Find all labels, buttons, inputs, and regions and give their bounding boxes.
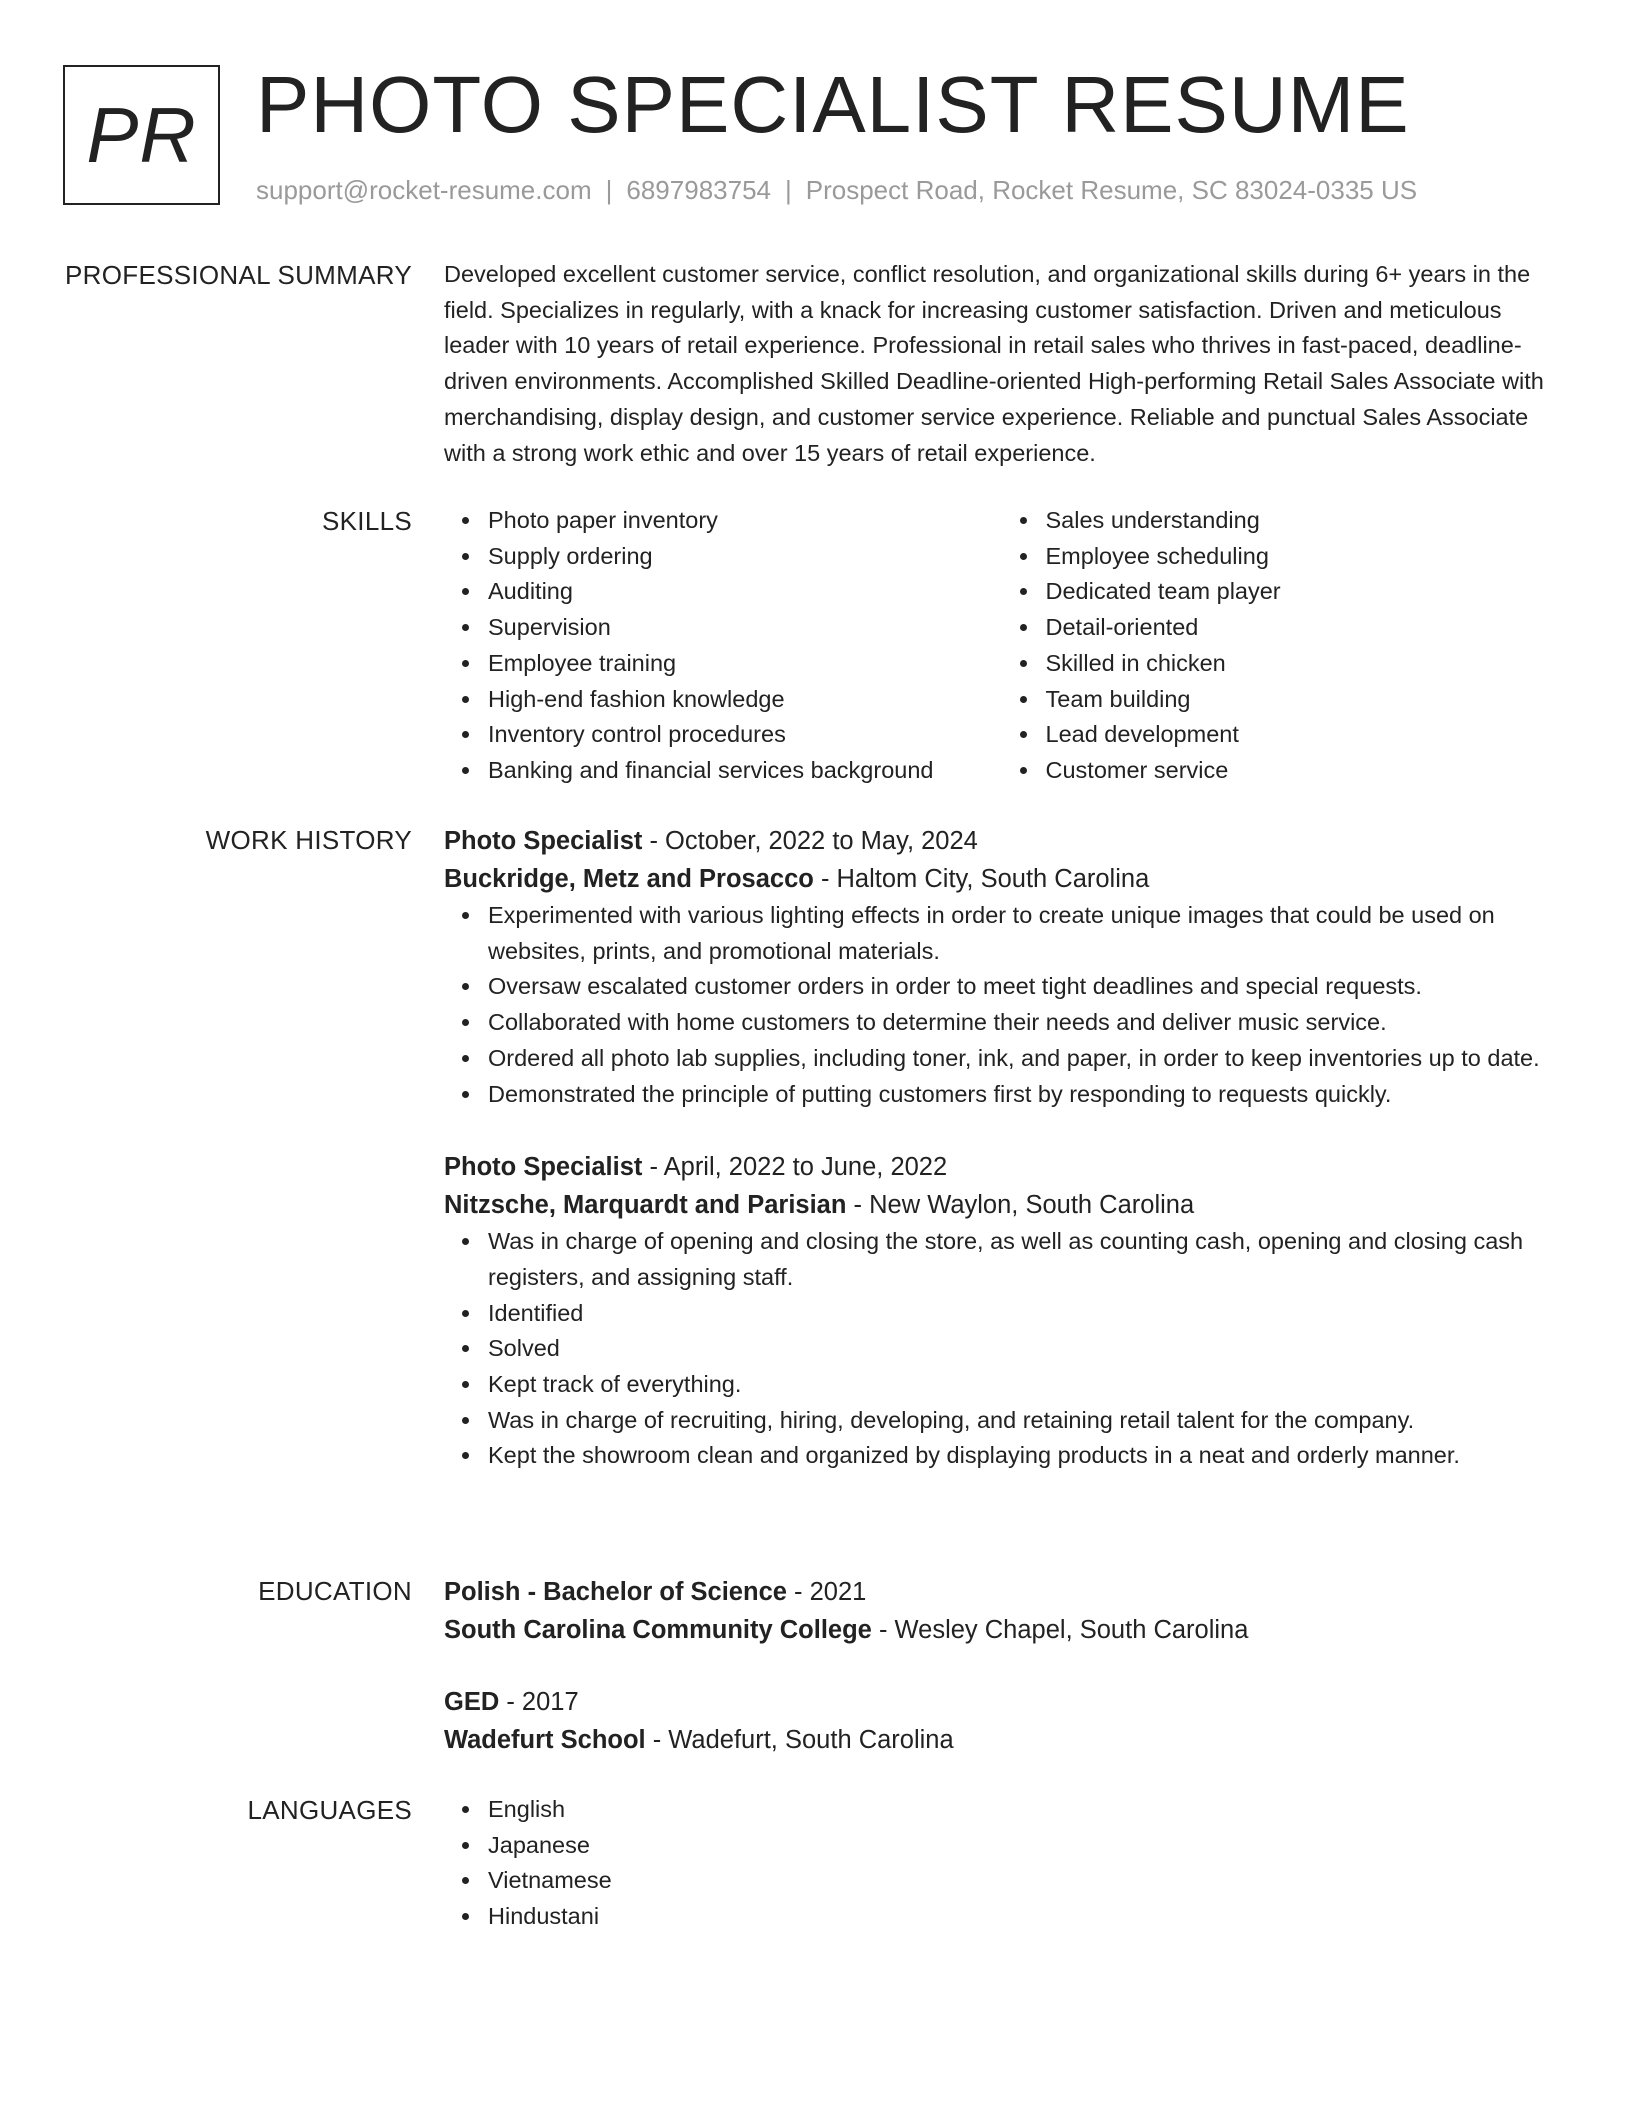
contact-separator: | (785, 175, 792, 205)
contact-line (256, 175, 1417, 206)
job-company-line (444, 860, 1559, 898)
skill-item: Auditing (488, 574, 1002, 610)
job-bullet: Collaborated with home customers to determine their needs and deliver music service. (488, 1005, 1559, 1041)
education-location: - Wesley Chapel, South Carolina (871, 1616, 1249, 1644)
skills-heading: SKILLS (322, 506, 412, 536)
job-dates: - April, 2022 to June, 2022 (642, 1153, 948, 1182)
job-bullets (444, 1224, 1559, 1474)
education-year: - 2021 (786, 1578, 867, 1606)
work-history-heading: WORK HISTORY (205, 825, 412, 855)
job-entry (444, 822, 1559, 1112)
job-location: - New Waylon, South Carolina (846, 1191, 1195, 1220)
education-year: - 2017 (499, 1688, 579, 1716)
job-bullet: Ordered all photo lab supplies, including toner, ink, and paper, in order to keep inventories up to date. (488, 1041, 1559, 1077)
job-title: Photo Specialist (444, 1153, 643, 1182)
resume-title: PHOTO SPECIALIST RESUME (256, 60, 1410, 149)
languages-heading: LANGUAGES (247, 1795, 412, 1825)
languages-list (444, 1792, 1559, 1935)
skill-item: High-end fashion knowledge (488, 682, 1002, 718)
education-degree: GED (444, 1688, 500, 1716)
education-degree: Polish - Bachelor of Science (444, 1578, 787, 1606)
summary-heading: PROFESSIONAL SUMMARY (65, 260, 412, 290)
resume-header (63, 60, 1572, 225)
job-bullet: Oversaw escalated customer orders in order to meet tight deadlines and special requests. (488, 969, 1559, 1005)
language-item: English (488, 1792, 1559, 1828)
job-bullet: Solved (488, 1331, 1559, 1367)
job-company: Buckridge, Metz and Prosacco (444, 865, 814, 893)
education-heading: EDUCATION (258, 1576, 412, 1606)
job-bullet: Kept the showroom clean and organized by displaying products in a neat and orderly manner. (488, 1438, 1559, 1474)
skill-item: Lead development (1046, 717, 1560, 753)
job-bullet: Identified (488, 1296, 1559, 1332)
education-degree-line (444, 1573, 1559, 1611)
summary-text: Developed excellent customer service, conflict resolution, and organizational skills during 6+ years in the field. Specializes in regularly, with a knack for increasing customer satisfaction. Driven and meticulous leader with 10 years of retail experience. Professional in retail sales who thrives in fast-paced, deadline-driven environments. Accomplished Skilled Deadline-oriented High-performing Retail Sales Associate with merchandising, display design, and customer service experience. Reliable and punctual Sales Associate with a strong work ethic and over 15 years of retail experience. (444, 261, 1544, 466)
skills-grid (444, 503, 1559, 789)
job-bullet: Kept track of everything. (488, 1367, 1559, 1403)
skill-item: Customer service (1046, 753, 1560, 789)
language-item: Hindustani (488, 1899, 1559, 1935)
skill-item: Employee training (488, 646, 1002, 682)
education-school: Wadefurt School (444, 1726, 646, 1754)
job-location: - Haltom City, South Carolina (813, 865, 1150, 893)
job-dates: - October, 2022 to May, 2024 (642, 827, 978, 855)
skill-item: Detail-oriented (1046, 610, 1560, 646)
contact-email: support@rocket-resume.com (256, 175, 592, 205)
job-title: Photo Specialist (444, 827, 643, 855)
education-degree-line (444, 1683, 1559, 1721)
language-item: Japanese (488, 1828, 1559, 1864)
skills-list-right (1002, 503, 1560, 789)
skill-item: Skilled in chicken (1046, 646, 1560, 682)
skill-item: Dedicated team player (1046, 574, 1560, 610)
job-company: Nitzsche, Marquardt and Parisian (444, 1191, 847, 1220)
job-title-line (444, 822, 1559, 860)
skill-item: Employee scheduling (1046, 539, 1560, 575)
job-bullets (444, 898, 1559, 1112)
skill-item: Team building (1046, 682, 1560, 718)
job-company-line (444, 1186, 1559, 1224)
contact-separator: | (605, 175, 613, 205)
skill-item: Banking and financial services background (488, 753, 1002, 789)
job-bullet: Demonstrated the principle of putting customers first by responding to requests quickly. (488, 1077, 1559, 1113)
education-location: - Wadefurt, South Carolina (645, 1726, 954, 1754)
contact-address: Prospect Road, Rocket Resume, SC 83024-0335 US (805, 175, 1418, 205)
education-school: South Carolina Community College (444, 1616, 872, 1644)
contact-phone: 6897983754 (626, 175, 771, 205)
monogram-logo: PR (63, 65, 220, 205)
education-school-line (444, 1611, 1559, 1649)
skill-item: Supply ordering (488, 539, 1002, 575)
job-title-line (444, 1148, 1559, 1186)
language-item: Vietnamese (488, 1863, 1559, 1899)
job-bullet: Was in charge of recruiting, hiring, developing, and retaining retail talent for the company. (488, 1403, 1559, 1439)
education-entry (444, 1683, 1559, 1759)
education-school-line (444, 1721, 1559, 1759)
skill-item: Inventory control procedures (488, 717, 1002, 753)
skill-item: Sales understanding (1046, 503, 1560, 539)
skill-item: Photo paper inventory (488, 503, 1002, 539)
education-entry (444, 1573, 1559, 1649)
job-entry (444, 1148, 1559, 1474)
skill-item: Supervision (488, 610, 1002, 646)
skills-list-left (444, 503, 1002, 789)
job-bullet: Experimented with various lighting effects in order to create unique images that could be used on websites, prints, and promotional materials. (488, 898, 1559, 969)
job-bullet: Was in charge of opening and closing the store, as well as counting cash, opening and closing cash registers, and assigning staff. (488, 1224, 1559, 1295)
